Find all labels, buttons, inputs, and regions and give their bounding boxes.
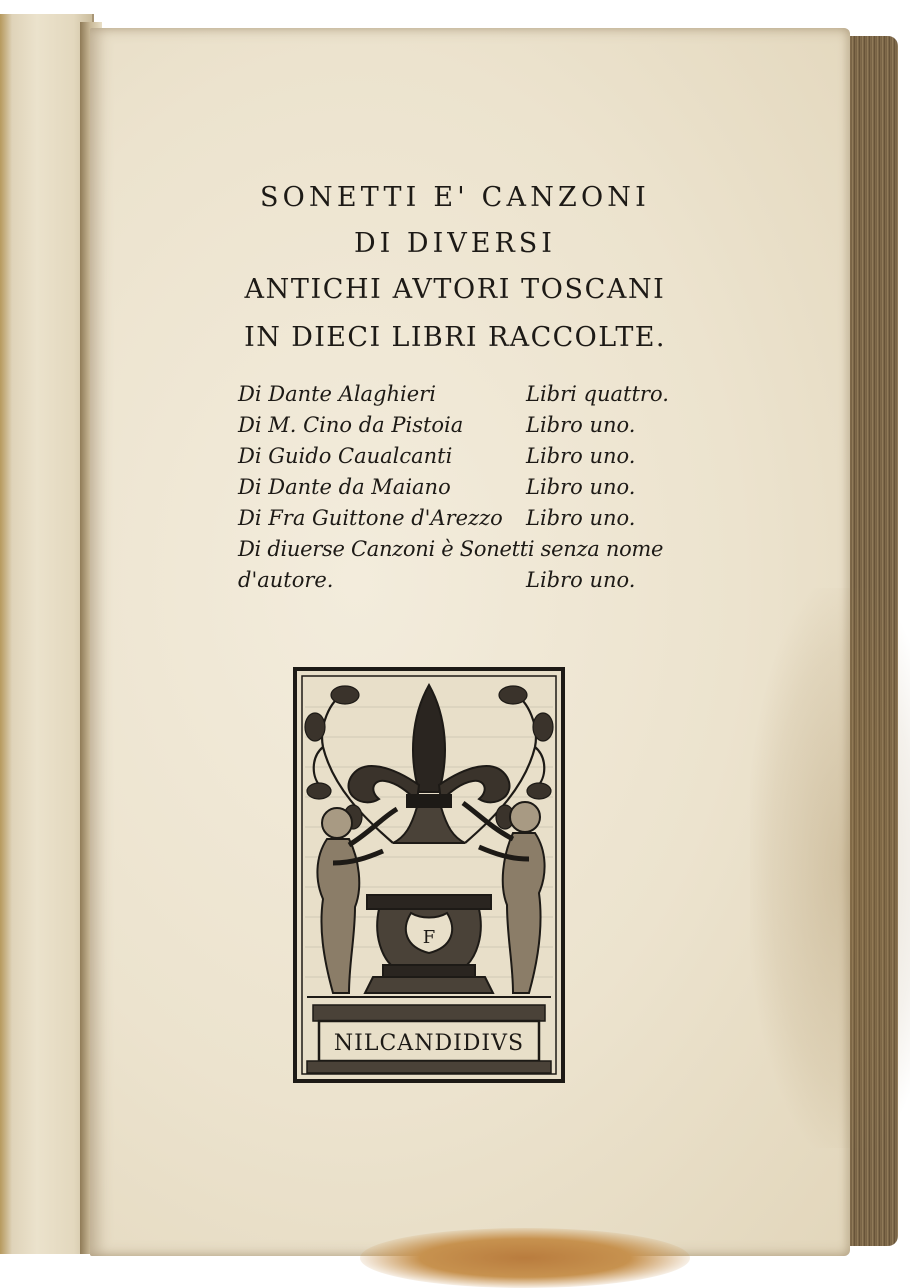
cartouche-top	[313, 1005, 545, 1021]
contents-row	[238, 568, 698, 599]
contents-list	[238, 382, 698, 599]
contents-author: d'autore.	[238, 568, 334, 592]
device-motto: NILCANDIDIVS	[333, 1031, 525, 1056]
title-line-2: DI DIVERSI	[354, 228, 556, 259]
contents-books: Libro uno.	[526, 475, 636, 499]
contents-author: Di Fra Guittone d'Arezzo	[238, 506, 503, 530]
printer-device-woodcut-icon	[293, 667, 565, 1083]
contents-row	[238, 413, 698, 444]
contents-author: Di M. Cino da Pistoia	[238, 413, 464, 437]
contents-author: Di Dante da Maiano	[238, 475, 451, 499]
contents-row	[238, 444, 698, 475]
contents-books: Libro uno.	[526, 568, 636, 592]
contents-author: Di Dante Alaghieri	[238, 382, 436, 406]
contents-author: Di diuerse Canzoni è Sonetti senza nome	[238, 537, 664, 561]
contents-row	[238, 382, 698, 413]
title-line-1: SONETTI E' CANZONI	[259, 182, 650, 213]
bottom-stain	[360, 1228, 690, 1288]
contents-row	[238, 506, 698, 537]
contents-row	[238, 537, 698, 568]
cartouche-base	[307, 1061, 551, 1073]
contents-books: Libro uno.	[526, 506, 636, 530]
contents-books: Libri quattro.	[526, 382, 669, 406]
contents-books: Libro uno.	[526, 444, 636, 468]
foxing-stain	[750, 588, 910, 1148]
title-line-4: IN DIECI LIBRI RACCOLTE.	[244, 322, 666, 353]
title-line-3: ANTICHI AVTORI TOSCANI	[244, 274, 666, 305]
contents-row	[238, 475, 698, 506]
device-monogram: F	[422, 927, 436, 948]
contents-author: Di Guido Caualcanti	[238, 444, 453, 468]
contents-books: Libro uno.	[526, 413, 636, 437]
